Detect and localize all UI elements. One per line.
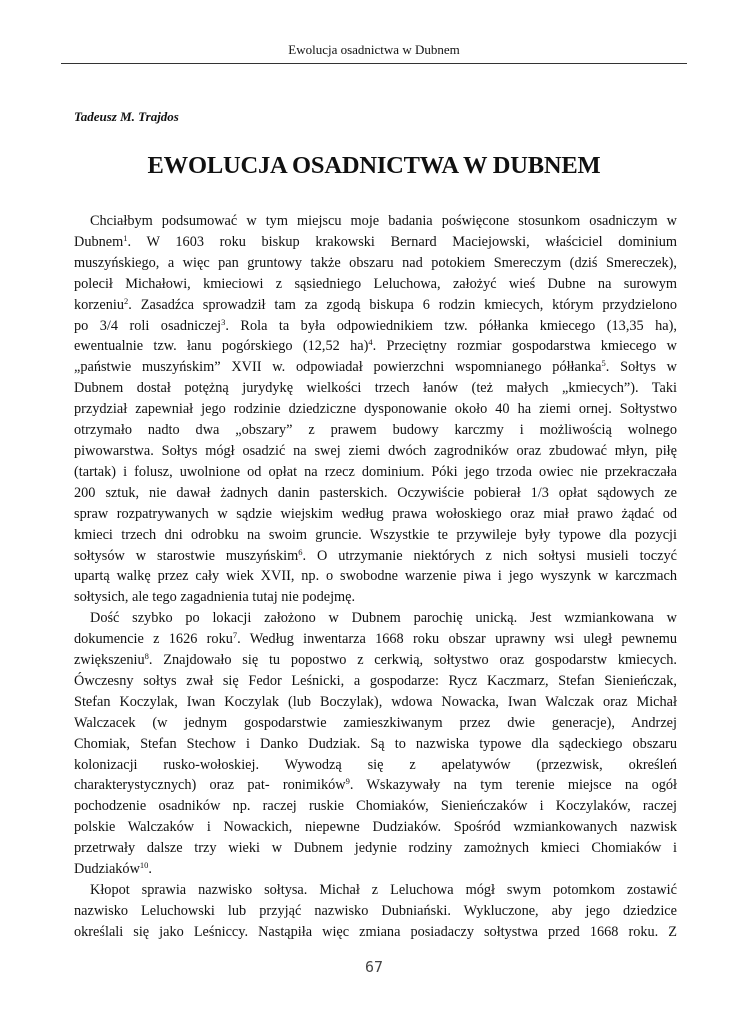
text-line: 200 sztuk, nie dawał żadnych danin pasterskich. Oczywiście pobierał 1/3 opłat sądowych ze xyxy=(74,484,677,501)
text-line: korzeniu$^2$. Zasadźca sprowadził tam za zgodą biskupa 6 rodzin kmiecych, którym przydzielono xyxy=(74,295,677,313)
footnote-marker[interactable]: 9 xyxy=(345,776,350,787)
text-line: polskie Walczaków i Nowackich, niepewne Dudziaków. Spośród wzmiankowanych nazwisk xyxy=(74,819,677,836)
text-line: kolonizacji rusko-wołoskiej. Wywodzą się z apelatywów (przezwisk, określeń xyxy=(74,756,677,773)
page-number: 67 xyxy=(364,958,384,976)
text-line: upartą walkę przez cały wiek XVII, np. o swobodne warzenie piwa i jego wyszynk w karczmach xyxy=(74,568,677,585)
footnote-marker[interactable]: 3 xyxy=(221,316,226,327)
paragraph-3 xyxy=(74,880,677,943)
author-name: Tadeusz M. Trajdos xyxy=(74,109,179,124)
text-line: pochodzenie osadników np. raczej ruskie Chomiaków, Sienieńczaków i Koczylaków, raczej xyxy=(74,798,677,815)
text-line: otrzymało nadto dwa „obszary” z prawem budowy karczmy i możliwością wolnego xyxy=(74,422,677,439)
text-line: Dość szybko po lokacji założono w Dubnem parochię unicką. Jest wzmiankowana w xyxy=(90,610,677,627)
text-line: zwiększeniu$^8$. Znajdowało się tu popostwo z cerkwią, sołtystwo oraz gospodarstw kmiecych. xyxy=(74,651,677,669)
footnote-marker[interactable]: 6 xyxy=(298,546,303,557)
text-line: Ówczesny sołtys zwał się Fedor Leśnicki, a gospodarze: Rycz Kaczmarz, Stefan Sienieńczak, xyxy=(74,672,677,689)
text-line: ewentualnie tzw. łanu pogórskiego (12,52 ha)$^4$. Przeciętny rozmiar gospodarstwa kmiecego w xyxy=(74,337,677,355)
text-line: sołtysów w starostwie muszyńskim$^6$. O utrzymanie niektórych z nich sołtysi musieli toczyć xyxy=(74,546,677,564)
text-line: „państwie muszyńskim” XVII w. odpowiadał powierzchni wspomnianego półłanka$^5$. Sołtys w xyxy=(74,358,677,376)
text-line: Stefan Koczylak, Iwan Koczylak (lub Boczylak), wdowa Nowacka, Iwan Walczak oraz Michał xyxy=(74,693,677,710)
text-line: kmieci trzech dni odrobku na swoim gruncie. Wszystkie te przywileje były typowe dla pozycji xyxy=(74,526,677,543)
text-line: Dubnem$^1$. W 1603 roku biskup krakowski Bernard Maciejowski, właściciel dominium xyxy=(74,232,677,250)
text-line: sołtysich, ale tego zagadnienia tutaj nie podejmę. xyxy=(74,589,356,606)
text-line: przetrwały dalsze trzy wieki w Dubnem jedynie rodziny zamożnych kmieci Chomiaków i xyxy=(74,840,677,857)
text-line: Chomiak, Stefan Stechow i Danko Dudziak. Są to nazwiska typowe dla sądeckiego obszaru xyxy=(74,735,677,752)
text-line: Kłopot sprawia nazwisko sołtysa. Michał z Leluchowa mógł swym potomkom zostawić xyxy=(90,882,677,898)
text-line: charakterystycznych) oraz pat- ronimików$^9$. Wskazywały na tym terenie miejsce na ogół xyxy=(74,776,677,794)
text-line: Dubnem dostał potężną jurydykę wielkości trzech łanów (też małych „kmiecych”). Taki xyxy=(74,380,677,397)
running-header: Ewolucja osadnictwa w Dubnem xyxy=(61,42,687,64)
text-line: Walczacek (w jednym gospodarstwie zamieszkiwanym przez dwie generacje), Andrzej xyxy=(74,714,677,731)
article-body xyxy=(74,211,677,943)
text-line: dokumencie z 1626 roku$^7$. Według inwentarza 1668 roku obszar uprawny wsi uległ pewnemu xyxy=(74,630,677,648)
text-line: określali się jako Leśniccy. Nastąpiła więc zmiana posiadaczy sołtystwa przed 1668 roku. Z xyxy=(74,923,677,940)
text-line: muszyńskiego, a więc pan gruntowy także obszaru nad potokiem Smereczym (dziś Smereczek), xyxy=(74,254,677,271)
footnote-marker[interactable]: 2 xyxy=(124,295,129,306)
text-line: przydział zapewniał jego rodzinie dziedziczne dysponowanie około 40 ha ziemi ornej. Sołtystwo xyxy=(74,401,677,418)
text-line: spraw rozpatrywanych w sądzie wiejskim według prawa wołoskiego oraz miał prawo żądać od xyxy=(74,505,677,522)
article-title: EWOLUCJA OSADNICTWA W DUBNEM xyxy=(147,152,601,179)
text-line: Chciałbym podsumować w tym miejscu moje badania poświęcone stosunkom osadniczym w xyxy=(90,213,677,229)
text-line: nazwisko Leluchowski lub przyjąć nazwisko Dubniański. Wykluczone, aby jego dziedzice xyxy=(74,902,677,919)
text-line: po 3/4 roli osadniczej$^3$. Rola ta była odpowiednikiem tzw. półłanka kmiecego (13,35 ha), xyxy=(74,316,677,334)
paragraph-2 xyxy=(74,608,677,880)
text-line: (tartak) i folusz, uwolnione od opłat na rzecz dominium. Póki jego trzoda owiec nie przekraczała xyxy=(74,463,677,480)
text-line: polecił Michałowi, kmieciowi z sąsiedniego Leluchowa, założyć wieś Dubne na surowym xyxy=(74,275,677,292)
text-line: Dudziaków$^{10}$. xyxy=(74,860,152,878)
paragraph-1 xyxy=(74,211,677,608)
footnote-marker[interactable]: 4 xyxy=(368,337,373,348)
footnote-marker[interactable]: 10 xyxy=(139,860,149,871)
footnote-marker[interactable]: 7 xyxy=(232,630,238,641)
footnote-marker[interactable]: 8 xyxy=(144,651,149,662)
text-line: piwowarstwa. Sołtys mógł osadzić na swej ziemi dwóch zagrodników oraz zbudować młyn, piłę xyxy=(74,442,677,459)
footnote-marker[interactable]: 5 xyxy=(601,358,606,369)
footnote-marker[interactable]: 1 xyxy=(123,232,128,243)
